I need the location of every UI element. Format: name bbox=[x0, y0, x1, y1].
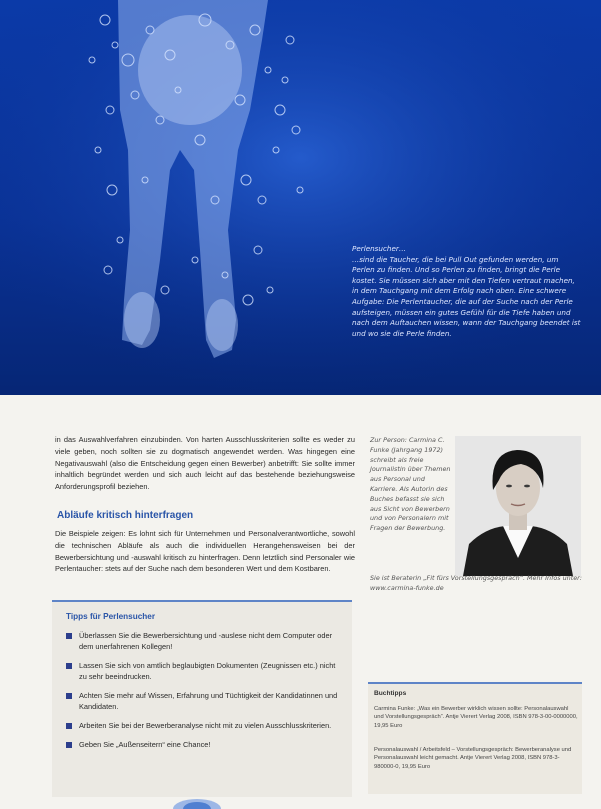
hero-caption bbox=[352, 244, 582, 339]
book-tips-title: Buchtipps bbox=[374, 690, 407, 697]
tip-item bbox=[66, 720, 342, 731]
tips-list bbox=[66, 630, 342, 758]
square-bullet-icon bbox=[66, 693, 72, 699]
article-paragraph: in das Auswahlverfahren einzubinden. Von harten Ausschlusskriterien sollte es weder zu viele geben, noch sollten sie zu dogmatisch angewendet werden. Was hingegen eine Negativauswahl (also die Entscheidung gegen einen Bewerber) anbetrifft: Sie sollte immer inhaltlich begründet werden und sich auch leicht auf das bestehende beziehungsweise Anforderungsprofil beziehen. bbox=[55, 435, 355, 492]
hero-caption-title: Perlensucher… bbox=[352, 244, 407, 253]
article-paragraph: Die Beispiele zeigen: Es lohnt sich für Unternehmen und Personalverantwortliche, sowohl die technischen Abläufe als auch die individuellen Herangehensweisen bei der Bewerbersichtung und -auswahl kritisch zu hinterfragen. Denn letztlich sind Personaler wie Perlentaucher: stets auf der Suche nach dem besonderen Wert und dem Kostbaren. bbox=[55, 529, 355, 574]
article-body bbox=[55, 434, 355, 493]
hero-caption-text: …sind die Taucher, die bei Pull Out gefunden werden, um Perlen zu finden. Und so Perlen zu finden, bringt die Perle kostet. Sie müssen sich aber mit den Tiefen vertraut machen, in dem Tauchgang mit dem Erfolg nach oben. Eine schwere Aufgabe: Die Perlentaucher, die auf der Suche nach der Perle aufsteigen, müssen ein gutes Gefühl für die Tiefe haben und nach dem Auftauchen wissen, wann der Tauchgang beendet ist und wo sie die Perle finden. bbox=[352, 254, 581, 338]
tip-text: Achten Sie mehr auf Wissen, Erfahrung und Tüchtigkeit der Kandidatinnen und Kandidaten. bbox=[79, 691, 338, 711]
tip-text: Arbeiten Sie bei der Bewerberanalyse nicht mit zu vielen Ausschlusskriterien. bbox=[79, 721, 332, 730]
square-bullet-icon bbox=[66, 633, 72, 639]
book-entry: Carmina Funke: „Was ein Bewerber wirklich wissen sollte: Personalauswahl und Vorstellungsgespräch“. Antje Vierert Verlag 2008, ISBN 978-3-00-0000000, 19,95 Euro bbox=[374, 706, 578, 729]
tips-title: Tipps für Perlensucher bbox=[66, 612, 156, 621]
book-tips-box bbox=[368, 682, 582, 794]
tip-text: Lassen Sie sich von amtlich beglaubigten Dokumenten (Zeugnissen etc.) nicht zu sehr beeindrucken. bbox=[79, 661, 336, 681]
water-drop-icon bbox=[172, 797, 222, 809]
section-heading: Abläufe kritisch hinterfragen bbox=[57, 510, 194, 521]
tip-item bbox=[66, 690, 342, 712]
tip-item bbox=[66, 739, 342, 750]
author-bio-continued: Sie ist Beraterin „Fit fürs Vorstellungsgespräch“. Mehr Infos unter: www.carmina-funke.de bbox=[370, 574, 582, 592]
tips-box bbox=[52, 600, 352, 797]
tip-item bbox=[66, 660, 342, 682]
hero-image bbox=[0, 0, 601, 395]
square-bullet-icon bbox=[66, 742, 72, 748]
article-body-continued bbox=[55, 528, 355, 575]
square-bullet-icon bbox=[66, 663, 72, 669]
book-entry: Personalauswahl / Arbeitsfeld – Vorstellungsgespräch: Bewerberanalyse und Personalauswahl leicht gemacht. Antje Vierert Verlag 2008, ISBN 978-3-980000-0, 19,95 Euro bbox=[374, 747, 572, 770]
author-portrait bbox=[455, 436, 581, 576]
tip-item bbox=[66, 630, 342, 652]
author-photo bbox=[455, 436, 581, 576]
tip-text: Geben Sie „Außenseitern“ eine Chance! bbox=[79, 740, 211, 749]
author-bio: Zur Person: Carmina C. Funke (Jahrgang 1972) schreibt als freie Journalistin über Themen aus Personal und Karriere. Als Autorin des Buches befasst sie sich aus Sicht von Bewerbern und von Personalern mit Fragen der Bewerbung. bbox=[370, 436, 451, 533]
tip-text: Überlassen Sie die Bewerbersichtung und -auslese nicht dem Computer oder dem unerfahrenen Kollegen! bbox=[79, 631, 333, 651]
square-bullet-icon bbox=[66, 723, 72, 729]
